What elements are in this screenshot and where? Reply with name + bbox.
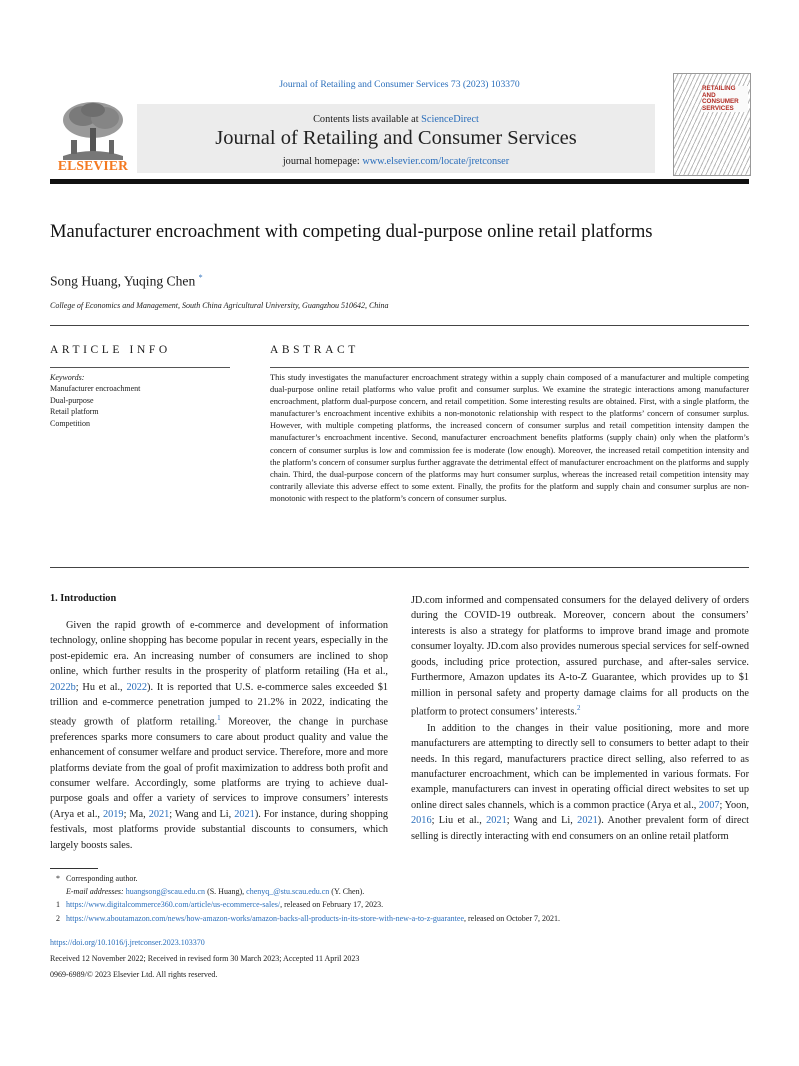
- citation-link[interactable]: 2021: [486, 815, 507, 827]
- abstract-bottom-rule: [50, 567, 749, 568]
- citation-link[interactable]: 2007: [698, 799, 720, 811]
- journal-cover-thumbnail[interactable]: [673, 73, 751, 176]
- cover-title: RETAILING AND CONSUMER SERVICES: [702, 86, 748, 112]
- contents-available-line: [137, 114, 655, 125]
- footnotes-block: [50, 872, 749, 925]
- footnote-rule: [50, 868, 98, 869]
- journal-homepage-line: [137, 156, 655, 167]
- citation-link[interactable]: 2022b: [50, 681, 76, 693]
- body-text: ). Another prevalent form of direct selling is directly interacting with end consumers on an online retail platform: [411, 815, 750, 842]
- elsevier-wordmark: ELSEVIER: [57, 158, 129, 173]
- footnote-mark: 1: [56, 900, 60, 910]
- email-link[interactable]: chenyq_@stu.scau.edu.cn: [246, 887, 330, 897]
- author-affiliation: College of Economics and Management, South China Agricultural University, Guangzhou 510642, China: [50, 301, 389, 310]
- article-info-heading: ARTICLE INFO: [50, 344, 171, 356]
- abstract-rule: [270, 367, 749, 368]
- authors-text: Song Huang, Yuqing Chen: [50, 273, 196, 289]
- sciencedirect-link[interactable]: ScienceDirect: [421, 114, 479, 125]
- footnote-text: (S. Huang),: [205, 887, 247, 897]
- email-note: [50, 885, 749, 898]
- abstract-text: This study investigates the manufacturer encroachment strategy within a supply chain composed of a manufacturer and multiple competing dual-purpose online retail platforms who value profit and consumer surplus. We examine the strategic interactions among manufacturer encroachment, platform dual-purpose concern, and retail competition. Some interesting results are obtained. First, with a single platform, the manufacturer’s encroachment incentive exhibits a non-monotonic relationship with respect to the platforms’ concern of consumer surplus. However, with multiple competing platforms, the increased concern of consumer surplus and retail competition intensity dampen the manufacturer’s encroachment incentive. Second, manufacturer encroachment benefits platforms (supply chain) only when the platform’s concern of consumer surplus is low and commission fee is moderate (low enough). Moreover, the increased retail competition intensity and the platform’s concern of consumer surplus further aggravate the detrimental effect of manufacturer encroachment on the platforms and supply chain. Third, the dual-purpose concern of the platforms may hurt consumer surplus, whereas the increased retail competition intensity may contrarily alleviate this adverse effect to some extent. Finally, the profits for the platform and supply chain and consumer surplus are non-monotonic with respect to the platform’s concern of consumer surplus.: [270, 373, 749, 503]
- article-title: Manufacturer encroachment with competing dual-purpose online retail platforms: [50, 221, 653, 242]
- author-list: [50, 273, 203, 290]
- corresponding-author-mark[interactable]: *: [198, 273, 203, 282]
- contents-prefix: Contents lists available at: [313, 114, 422, 125]
- footnote-text: (Y. Chen).: [329, 887, 365, 897]
- footnote-url-link[interactable]: https://www.digitalcommerce360.com/article/us-ecommerce-sales/: [66, 900, 281, 910]
- journal-reference-link[interactable]: Journal of Retailing and Consumer Services 73 (2023) 103370: [279, 79, 520, 90]
- footnote-1: [50, 898, 749, 911]
- citation-link[interactable]: 2022: [126, 681, 148, 693]
- journal-homepage-link[interactable]: www.elsevier.com/locate/jretconser: [362, 156, 510, 167]
- abstract-heading: ABSTRACT: [270, 344, 359, 356]
- journal-title: Journal of Retailing and Consumer Services: [215, 127, 577, 149]
- homepage-prefix: journal homepage:: [282, 156, 363, 167]
- keyword-item: Competition: [50, 418, 90, 428]
- body-text: ). For instance, during shopping festivals, most platforms provide substantial discounts to consumers, which largely boosts sales.: [50, 808, 389, 851]
- footnote-mark: *: [56, 874, 60, 883]
- intro-paragraph: [411, 593, 749, 720]
- corresponding-author-note: [50, 872, 749, 885]
- body-text: ; Wang and Li,: [169, 808, 235, 820]
- introduction-heading: 1. Introduction: [50, 593, 117, 604]
- body-column-right: [411, 593, 749, 844]
- keywords-label: Keywords:: [50, 373, 85, 382]
- body-text: ). It is reported that U.S. e-commerce sales exceeded $1 trillion and e-commerce penetration jumped to 21.2% in 2022, indicating the steady growth of platform retailing.: [50, 681, 388, 728]
- footnote-text: , released on February 17, 2023.: [280, 900, 384, 910]
- citation-link[interactable]: 2019: [102, 808, 124, 820]
- keyword-item: Dual-purpose: [50, 395, 94, 405]
- footnote-ref-link[interactable]: 1: [217, 713, 221, 722]
- keyword-item: Retail platform: [50, 407, 99, 417]
- body-text: In addition to the changes in their value positioning, more and more manufacturers are attempting to directly sell to consumers to better adapt to their needs. In this regard, manufacturers practice direct selling, also referred to as manufacturer encroachment, which can be implemented in various formats. For example, manufacturers can invest in operating official direct websites to set up online direct sales channels, which is a common practice (Arya et al.,: [411, 722, 749, 811]
- email-link[interactable]: huangsong@scau.edu.cn: [125, 887, 206, 897]
- keywords-block: [50, 372, 230, 429]
- body-text: Moreover, the change in purchase preferences sparks more consumers to care about product quality and value the enhancement of consumer welfare and product service. Therefore, more and more platforms deviate from the goal of profit maximization to address both profit and consumer welfare. Accordingly, some platforms are trying to achieve dual-purpose goals and offer a variety of services to improve consumers’ interests (Arya et al.,: [50, 716, 388, 820]
- article-info-rule: [50, 367, 230, 368]
- body-text: ; Wang and Li,: [506, 815, 578, 827]
- title-rule: [50, 325, 749, 326]
- citation-link[interactable]: 2021: [577, 815, 598, 827]
- header-rule: [50, 179, 749, 184]
- footnote-text: Corresponding author.: [66, 874, 138, 883]
- body-text: ; Liu et al.,: [431, 815, 487, 827]
- citation-link[interactable]: 2021: [234, 808, 255, 820]
- body-text: ; Yoon,: [719, 799, 749, 811]
- copyright-line: 0969-6989/© 2023 Elsevier Ltd. All rights reserved.: [50, 970, 218, 979]
- citation-link[interactable]: 2016: [411, 815, 432, 827]
- body-text: ; Ma,: [123, 808, 149, 820]
- article-metadata: [50, 935, 749, 983]
- received-dates: Received 12 November 2022; Received in revised form 30 March 2023; Accepted 11 April 2023: [50, 954, 360, 963]
- footnote-url-link[interactable]: https://www.aboutamazon.com/news/how-amazon-works/amazon-backs-all-products-in-its-store-with-new-a-to-z-guarantee: [66, 913, 465, 923]
- footnote-text: , released on October 7, 2021.: [464, 913, 560, 923]
- footnote-mark: 2: [56, 913, 60, 923]
- keyword-item: Manufacturer encroachment: [50, 384, 141, 394]
- body-text: JD.com informed and compensated consumers for the delayed delivery of orders during the COVID-19 outbreak. Moreover, concern about the consumers’ interests is also a strategy for platforms to improve brand image and promote consumer loyalty. JD.com also provides numerous special services for self-owned goods, including price protection, assured purchase, and after-sales service. Furthermore, Amazon updates its A-to-Z Guarantee, which provides up to $1 million in personal safety and property damage claims for all products on the platform to protect consumers’ interests.: [411, 595, 749, 718]
- body-text: ; Hu et al.,: [75, 681, 127, 693]
- intro-paragraph: [411, 721, 749, 845]
- footnote-2: [50, 912, 749, 925]
- citation-link[interactable]: 2021: [148, 808, 170, 820]
- intro-paragraph: [50, 618, 388, 853]
- doi-link[interactable]: https://doi.org/10.1016/j.jretconser.2023.103370: [50, 938, 205, 947]
- footnote-ref-link[interactable]: 2: [576, 704, 581, 713]
- body-text: Given the rapid growth of e-commerce and development of information technology, online shopping has become popular in recent years, especially in the post-epidemic era. An increasing number of consumers are inclined to shop online, which further results in the prosperity of platform retailing (Ha et al.,: [50, 620, 388, 678]
- email-label: E-mail addresses:: [66, 887, 124, 897]
- body-column-left: [50, 618, 388, 853]
